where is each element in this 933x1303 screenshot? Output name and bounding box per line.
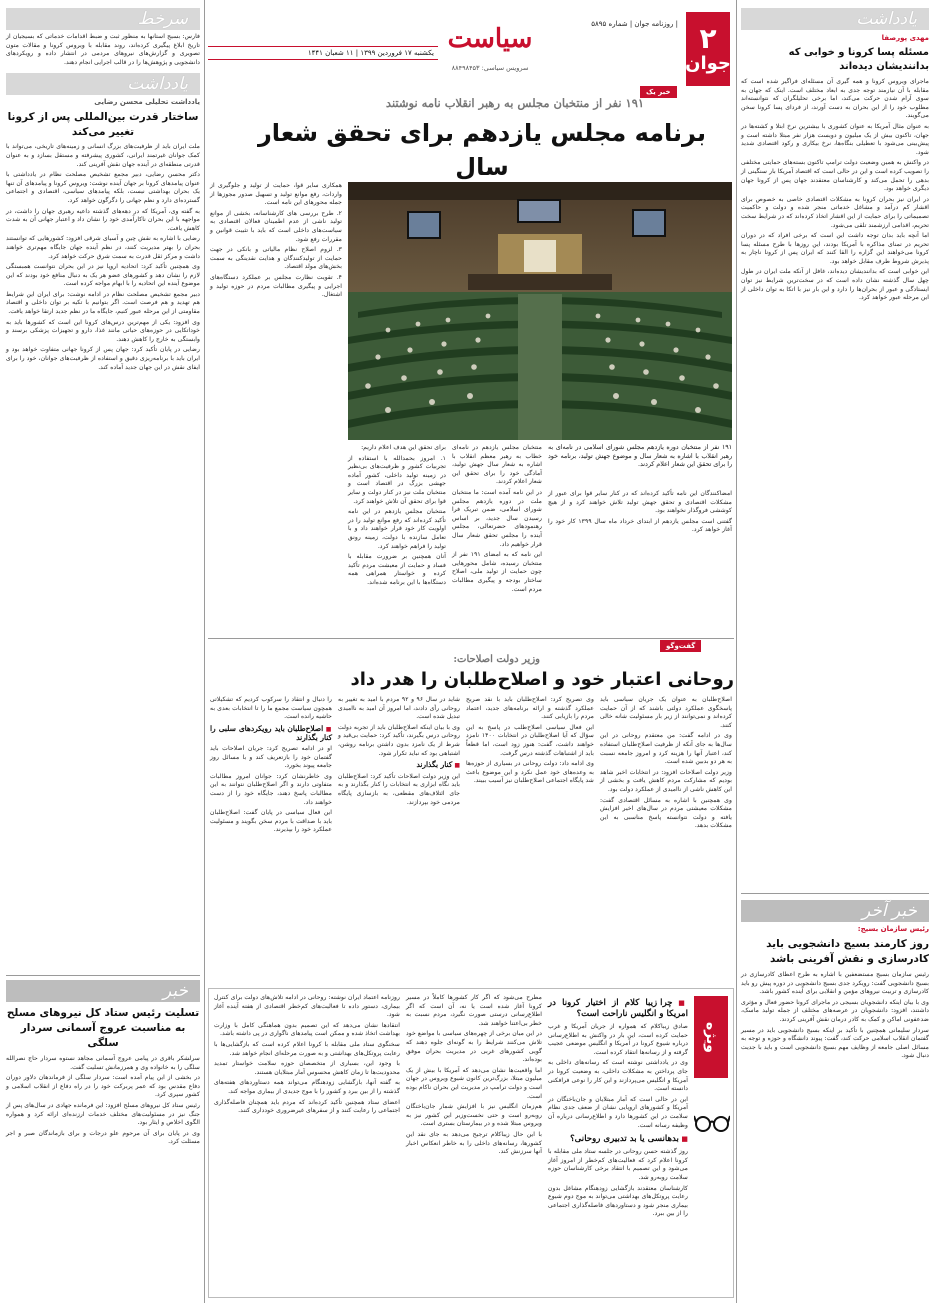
paragraph: ۴. تقویت نظارت مجلس بر عملکرد دستگاه‌های اجرایی و پیگیری مطالبات مردم در حوزه تولید و اشتغال.	[210, 273, 342, 299]
paragraph: صادق زیباکلام که همواره از جریان آمریکا و غرب حمایت کرده است، این بار در واکنش به اطلاع‌رسانی درباره شیوع کرونا در آمریکا و انگلیس موضعی عجیب گرفته و از رسانه‌ها انتقاد کرده است.	[548, 1023, 688, 1056]
paragraph: این وزیر دولت اصلاحات تأکید کرد: اصلاح‌طلبان باید نگاه ابزاری به انتخابات را کنار بگذارند و به جای ائتلاف‌های مقطعی، به بازسازی پایگاه مردمی خود بپردازند.	[338, 772, 460, 806]
page-number: ۲	[699, 22, 717, 55]
issue-date: یکشنبه ۱۷ فروردین ۱۳۹۹ | ۱۱ شعبان ۱۴۴۱	[307, 49, 434, 57]
paragraph: آنان همچنین بر ضرورت مقابله با فساد و حمایت از معیشت مردم تأکید کرده و خواستار همراهی همه دستگاه‌ها با این برنامه شده‌اند.	[348, 553, 446, 586]
date-line	[208, 46, 438, 60]
glasses-icon	[694, 1110, 730, 1136]
paragraph: این خوابی است که بدانندیشان دیده‌اند، غافل از آنکه ملت ایران در طول چهل سال گذشته نشان داده است که در سخت‌ترین شرایط نیز توان ایستادگی و عبور از بحران‌ها را دارد و این بار نیز با اتکا به توان داخلی از این مرحله عبور خواهد کرد.	[741, 268, 929, 302]
rouhani-col-1	[600, 696, 732, 833]
paragraph: همکاری سایر قوا، حمایت از تولید و جلوگیری از واردات، رفع موانع تولید و تسهیل صدور مجوزها از جمله محورهای این نامه است.	[210, 182, 342, 207]
rouhani-col-4	[210, 696, 332, 837]
photo-caption: ۱۹۱ نفر از منتخبان دوره یازدهم مجلس شورای اسلامی در نامه‌ای به رهبر انقلاب با اشاره به شعار سال و موضوع جهش تولید، برنامه خود را برای تحقق این شعار اعلام کردند.	[548, 444, 732, 469]
paragraph: او در ادامه تصریح کرد: جریان اصلاحات باید گفتمان خود را بازتعریف کند و با مسائل روز جامعه پیوند بخورد.	[210, 744, 332, 770]
paragraph: وی با بیان اینکه دانشجویان بسیجی در ماجرای کرونا حضور فعال و مؤثری داشتند، افزود: دانشجویان در عرصه‌های مختلف از جمله تولید ماسک، ضدعفونی اماکن و کمک به کادر درمان نقش آفرینی کردند.	[741, 998, 929, 1023]
left-note-title: ساختار قدرت بین‌المللی پس از کرونا تغییر می‌کند	[7, 111, 199, 139]
main-tag: خبر یک	[640, 86, 677, 98]
paragraph: ۳. لزوم اصلاح نظام مالیاتی و بانکی در جهت حمایت از تولیدکنندگان و هدایت نقدینگی به سمت بخش‌های مولد اقتصاد.	[210, 246, 342, 271]
paragraph: وی ادامه داد: دولت روحانی در بسیاری از حوزه‌ها به وعده‌های خود عمل نکرد و این موضوع باعث شد پایگاه اجتماعی اصلاح‌طلبان نیز آسیب ببیند.	[466, 760, 594, 785]
paragraph: وی تصریح کرد: اصلاح‌طلبان باید با نقد صریح عملکرد گذشته و ارائه برنامه‌های جدید، اعتماد مردم را بازیابی کنند.	[466, 696, 594, 721]
right-column	[741, 0, 929, 305]
paragraph: وی همچنین تأکید کرد: اتحادیه اروپا نیز در این بحران نتوانست همبستگی لازم را نشان دهد و کشورهای عضو هر یک به دنبال منافع خود بودند که این موضوع آینده این اتحادیه را با ابهام مواجه کرده است.	[6, 263, 200, 288]
paragraph: در بخشی از این پیام آمده است: سردار سلگی از فرماندهان دلاور دوران دفاع مقدس بود که عمر پربرکت خود را در راه دفاع از انقلاب اسلامی و کشور سپری کرد.	[6, 1074, 200, 1099]
left-bottom-ribbon: خبر	[6, 980, 200, 1002]
paragraph: به گفته آنها، بازگشایی زودهنگام می‌تواند همه دستاوردهای هفته‌های گذشته را از بین ببرد و کشور را با موج جدیدی از بیماری مواجه کند.	[214, 1079, 400, 1095]
right-bottom-title: روز کارمند بسیج دانشجویی باید کادرسازی و نقش آفرینی باشد	[766, 938, 929, 965]
section-title: سیاست	[447, 24, 533, 54]
story-rule	[208, 638, 734, 639]
paragraph: اما آنچه باید بدان توجه داشت این است که برخی افراد که در دوران تحریم در تمنای مذاکره با آمریکا بودند، این روزها با طرح مسئله پسا کرونا می‌خواهند این گزاره را القا کنند که ایران پس از کرونا ناچار به پذیرش شروط طرف مقابل خواهد بود.	[741, 232, 929, 265]
column-divider-left	[204, 0, 205, 1303]
paragraph: وی در یادداشتی نوشته است که رسانه‌های داخلی به جای پرداختن به مشکلات داخلی، به وضعیت کرونا در آمریکا و انگلیس می‌پردازند و این کار را نوعی فرافکنی دانسته است.	[548, 1059, 688, 1093]
paragraph: دکتر محسن رضایی، دبیر مجمع تشخیص مصلحت نظام در یادداشتی با عنوان پیامدهای کرونا بر جهان آینده نوشت: ویروس کرونا و پیامدهای آن تنها یک بحران بهداشتی نیست، بلکه پیامدهای سیاسی، اقتصادی و اجتماعی گسترده‌ای دارد و نظم جهانی را دگرگون خواهد کرد.	[6, 171, 200, 204]
paragraph: به گفته وی، آمریکا که در دهه‌های گذشته داعیه رهبری جهان را داشت، در مواجهه با این بحران ناکارآمدی خود را نشان داد و اعتبار جهانی آن به شدت کاهش یافت.	[6, 207, 200, 232]
paragraph: وی خاطرنشان کرد: جوانان امروز مطالبات متفاوتی دارند و اگر اصلاح‌طلبان نتوانند به این مطالبات پاسخ دهند، جایگاه خود را از دست خواهند داد.	[210, 772, 332, 806]
paragraph: وی با بیان اینکه اصلاح‌طلبان باید از تجربه دولت روحانی درس بگیرند، تأکید کرد: حمایت بی‌قید و شرط از یک نامزد بدون داشتن برنامه روشن، اشتباهی بود که نباید تکرار شود.	[338, 723, 460, 757]
main-kicker: ۱۹۱ نفر از منتخبان مجلس به رهبر انقلاب نامه نوشتند	[385, 96, 645, 110]
special-label: ویژه	[694, 996, 728, 1078]
left-bottom-body	[6, 1055, 200, 1147]
left-bottom-title: تسلیت رئیس ستاد کل نیروهای مسلح به مناسبت عروج آسمانی سردار سلگی	[6, 1007, 200, 1049]
paragraph: این فعال سیاسی در پایان گفت: اصلاح‌طلبان باید با صداقت با مردم سخن بگویند و مسئولیت عملکرد خود را بپذیرند.	[210, 809, 332, 834]
left-column-rule	[6, 975, 200, 976]
column-divider-right	[736, 0, 737, 1303]
right-bottom-news	[741, 900, 929, 1063]
right-bottom-body	[741, 971, 929, 1061]
right-note-author: مهدی پورصفا	[881, 34, 929, 42]
special-left	[214, 994, 400, 1118]
special-q1-title: ■ چرا زیبا کلام از اختیار کرونا در امریکا و انگلیس ناراحت است؟	[548, 997, 688, 1020]
main-right-text	[452, 444, 542, 596]
right-bottom-kicker: رئیس سازمان بسیج:	[857, 925, 929, 933]
paragraph: ماجرای ویروس کرونا و همه گیری آن مسئله‌ای فراگیر شده است که مقابله با آن نیازمند توجه جدی به ابعاد مختلف است. اینک که جهان به سوی آرام شدن حرکت می‌کند، اما برخی تحلیلگران که نتوانسته‌اند مطلوب خود را از این بحران به دست آورند، از فردای پسا کرونا سخن می‌گویند.	[741, 78, 929, 120]
paragraph: وی همچنین با اشاره به مسائل اقتصادی گفت: مشکلات معیشتی مردم در سال‌های اخیر افزایش یافته و دولت نتوانسته پاسخ مناسبی به این مشکلات بدهد.	[600, 796, 732, 830]
rouhani-kicker: وزیر دولت اصلاحات:	[453, 654, 540, 665]
logo-text: جوان	[685, 53, 731, 74]
paragraph: با این حال زیباکلام ترجیح می‌دهد به جای نقد این کشورها، رسانه‌های داخلی را به خاطر انعکاس اخبار آنها سرزنش کند.	[406, 1130, 542, 1156]
paragraph: اعضای ستاد همچنین تأکید کرده‌اند که مردم باید همچنان فاصله‌گذاری اجتماعی را رعایت کنند و از سفرهای غیرضروری خودداری کنند.	[214, 1098, 400, 1115]
paragraph: امضاکنندگان این نامه تأکید کرده‌اند که در کنار سایر قوا برای عبور از مشکلات اقتصادی و تحقق جهش تولید تلاش خواهند کرد و از هیچ کوششی فروگذار نخواهند بود.	[548, 490, 732, 515]
paragraph: را دنبال و انتقاد را سرکوب کردیم که تشکیلاتی همچون سیاست مجمع ما را تا انتخابات بعدی به حاشیه رانده است.	[210, 696, 332, 721]
paragraph: منتخبان مجلس یازدهم در نامه‌ای خطاب به رهبر معظم انقلاب با اشاره به شعار سال جهش تولید، آمادگی خود را برای تحقق این شعار اعلام کردند.	[452, 444, 542, 486]
left-ribbon: یادداشت	[6, 73, 200, 95]
right-bottom-ribbon: خبر آخر	[741, 900, 929, 922]
interview-tag: گفت‌وگو	[660, 640, 701, 652]
main-headline: برنامه مجلس یازدهم برای تحقق شعار سال	[257, 119, 706, 181]
paragraph: ملت ایران باید از ظرفیت‌های بزرگ انسانی و زمینه‌های تاریخی، می‌تواند با کمک جوانان غیرتمند ایرانی، کشوری پیشرفته و مستقل بسازد و به عنوان قدرتی منطقه‌ای در آینده جهان نقش آفرینی کند.	[6, 143, 200, 168]
paragraph: دبیر مجمع تشخیص مصلحت نظام در ادامه نوشت: برای ایران این شرایط هم تهدید و هم فرصت است. اگر بتوانیم با تکیه بر توان داخلی و اقتصاد مقاومتی از این مرحله عبور کنیم، جایگاه ما در نظم جدید ارتقا خواهد یافت.	[6, 290, 200, 316]
paragraph: کارشناسان معتقدند بازگشایی زودهنگام مشاغل بدون رعایت پروتکل‌های بهداشتی می‌تواند به موج دوم شیوع بیماری منجر شود و دستاوردهای فاصله‌گذاری اجتماعی را از بین ببرد.	[548, 1184, 688, 1218]
paragraph: در ایران نیز بحران کرونا به مشکلات اقتصادی خاصی به خصوص برای اقشار کم درآمد و مشاغل خدماتی منجر شده و دولت و حاکمیت تصمیماتی را برای حمایت از این اقشار اتخاذ کرده‌اند که در شرایط سخت تحریم، اقدامی ارزشمند تلقی می‌شود.	[741, 195, 929, 229]
paragraph: شاید در سال ۹۶ و ۹۲ مردم با امید به تغییر به روحانی رأی دادند، اما امروز آن امید به ناامیدی تبدیل شده است.	[338, 696, 461, 721]
paragraph: برای تحقق این هدف اعلام داریم:	[361, 444, 446, 451]
section-phone: سرویس سیاسی: ۸۸۴۹۸۴۵۳	[451, 64, 529, 72]
parliament-photo	[348, 182, 732, 440]
paragraph: ۲. طرح بررسی های کارشناسانه، بخشی از موانع تولید ناشی از عدم اطمینان فعالان اقتصادی به سیاست‌های داخلی است که باید با تثبیت قوانین و مقررات رفع شود.	[210, 209, 342, 243]
right-note-title: مسئله پسا کرونا و خوابی که بدانندیشان دیده‌اند	[788, 47, 929, 72]
left-top-text: فارس: بسیج استانها به منظور ثبت و ضبط اقدامات خدماتی که بسیجیان از تاریخ ابلاغ پیگیری کرده‌اند، روند مقابله با ویروس کرونا و مقالات متون تصویری و گزارش‌های نیروهای مردمی در انتشار داده و رویکردهای دانشجویی و پژوهش‌ها را در قالب اجرایی انجام دهند.	[6, 33, 200, 66]
paragraph: ۱. امروز بحمدالله با استفاده از تجربیات کشور و ظرفیت‌های بی‌نظیر در زمینه تولید داخلی، کشور آماده جهشی بزرگ در اقتصاد است و منتخبان ملت نیز در کنار دولت و سایر قوا برای تحقق آن تلاش خواهند کرد.	[348, 454, 446, 505]
paragraph: این نامه که به امضای ۱۹۱ نفر از منتخبان رسیده، شامل محورهایی چون حمایت از تولید ملی، اصلاح ساختار بودجه و پیگیری مطالبات مردم است.	[452, 551, 542, 593]
paragraph: رضایی با اشاره به نقش چین و آسیای شرقی افزود: کشورهایی که توانستند بحران را بهتر مدیریت کنند، در نظم آینده جهان جایگاه مهم‌تری خواهند داشت و مرکز ثقل قدرت به سمت شرق حرکت خواهد کرد.	[6, 235, 200, 260]
special-q2-title: ■ بدهانسی یا بد تدبیری روحانی؟	[548, 1133, 688, 1145]
paper-number: | روزنامه جوان | شماره ۵۸۹۵	[591, 20, 678, 28]
paragraph: در این میان برخی از چهره‌های سیاسی با مواضع خود تلاش می‌کنند شرایط را به گونه‌ای جلوه دهند که گویی کشورهای غربی در مدیریت بحران موفق بوده‌اند.	[406, 1030, 542, 1064]
paragraph: وی در ادامه گفت: من معتقدم روحانی در این سال‌ها به جای آنکه از ظرفیت اصلاح‌طلبان استفاده کند، اعتبار آنها را هزینه کرد و امروز جامعه نسبت به هر دو بدبین شده است.	[600, 732, 732, 766]
paragraph: سرلشکر باقری در پیامی عروج آسمانی مجاهد نستوه سردار حاج نصرالله سلگی را به خانواده وی و همرزمانش تسلیت گفت.	[6, 1055, 200, 1071]
jawan-logo	[686, 12, 730, 86]
main-right-text-2	[548, 490, 732, 537]
paragraph: با وجود این، بسیاری از متخصصان حوزه سلامت خواستار تمدید محدودیت‌ها تا زمان کاهش محسوس آمار مبتلایان هستند.	[214, 1060, 400, 1076]
right-ribbon: یادداشت	[741, 8, 929, 30]
paragraph: وی در پایان برای آن مرحوم علو درجات و برای بازماندگان صبر و اجر مسئلت کرد.	[6, 1129, 200, 1146]
paragraph: این در حالی است که آمار مبتلایان و جان‌باختگان در آمریکا و کشورهای اروپایی نشان از ضعف جدی نظام سلامت در این کشورها دارد و اطلاع‌رسانی درباره آن وظیفه رسانه است.	[548, 1095, 688, 1129]
paragraph: در این نامه آمده است: ما منتخبان ملت در دوره یازدهم مجلس شورای اسلامی، ضمن تبریک فرا رسیدن سال جدید، بر اساس رهنمودهای حضرتعالی، مجلس آینده را مجلس تحقق شعار سال قرار خواهیم داد.	[452, 488, 542, 548]
left-bottom-news	[6, 980, 200, 1149]
paragraph: اما واقعیت‌ها نشان می‌دهد که آمریکا با بیش از یک میلیون مبتلا، بزرگ‌ترین کانون شیوع ویروس در جهان است و دولت ترامپ در مدیریت این بحران ناکام بوده است.	[406, 1066, 542, 1100]
main-left-text	[210, 182, 342, 302]
right-note-body	[741, 78, 929, 303]
rouhani-subheading-2: ■ اصلاح‌طلبان باید رویکردهای سلبی را کنار بگذارند	[210, 725, 332, 743]
right-column-rule	[741, 893, 929, 894]
paragraph: روزنامه اعتماد ایران نوشته: روحانی در ادامه تلاش‌های دولت برای کنترل بیماری، دستور داده تا فعالیت‌های کم‌خطر اقتصادی از هفته آینده آغاز شود.	[214, 994, 400, 1019]
left-column	[6, 0, 200, 374]
rouhani-col-2	[466, 696, 594, 788]
paragraph: انتقادها نشان می‌دهد که این تصمیم بدون هماهنگی کامل با وزارت بهداشت اتخاذ شده و ممکن است پیامدهای ناگواری در پی داشته باشد.	[214, 1021, 400, 1038]
paragraph: این فعال سیاسی اصلاح‌طلب در پاسخ به این سؤال که آیا اصلاح‌طلبان در انتخابات ۱۴۰۰ نامزد خواهند داشت، گفت: هنوز زود است، اما قطعاً باید از اشتباهات گذشته درس گرفت.	[466, 723, 594, 757]
paragraph: مطرح می‌شود که اگر کار کشورها کاملاً در مسیر کرونا آغاز شده است یا نه، آن است که اگر اطلاع‌رسانی درستی صورت نگیرد، مردم نسبت به خطر بی‌اعتنا خواهند شد.	[406, 994, 542, 1027]
left-note-kicker: یادداشت تحلیلی محسن رضایی	[94, 98, 200, 107]
paragraph: در واکنش به همین وضعیت دولت ترامپ تاکنون بسته‌های حمایتی مختلفی را تصویب کرده است و این در حالی است که اقتصاد آمریکا بار سنگینی از بدهی را تحمل می‌کند و کارشناسان معتقدند جهان پس از کرونا جهان دیگری خواهد بود.	[741, 159, 929, 193]
rouhani-subheading: ■ کنار بگذارند	[338, 761, 460, 771]
rouhani-headline: روحانی اعتبار خود و اصلاح‌طلبان را هدر داد	[350, 669, 734, 690]
paragraph: وی افزود: یکی از مهم‌ترین درس‌های کرونا این است که کشورها باید به خوداتکایی در حوزه‌های حیاتی مانند غذا، دارو و تجهیزات پزشکی برسند و وابستگی به خارج را کاهش دهند.	[6, 318, 200, 343]
rouhani-col-3	[338, 696, 460, 809]
special-q1	[548, 994, 688, 1221]
left-top-ribbon: سرخط	[6, 8, 200, 30]
paragraph: گفتنی است مجلس یازدهم از ابتدای خرداد ماه سال ۱۳۹۹ کار خود را آغاز خواهد کرد.	[548, 517, 732, 534]
paragraph: روز گذشته حسن روحانی در جلسه ستاد ملی مقابله با کرونا اعلام کرد که فعالیت‌های کم‌خطر از امروز آغاز می‌شود و این تصمیم با انتقاد برخی کارشناسان حوزه سلامت روبه‌رو شد.	[548, 1148, 688, 1181]
paragraph: رضایی در پایان تأکید کرد: جهان پس از کرونا جهانی متفاوت خواهد بود و ایران باید با برنامه‌ریزی دقیق و استفاده از ظرفیت‌های جوانان، خود را برای ایفای نقش در این جهان جدید آماده کند.	[6, 346, 200, 371]
paragraph: هم‌زمان انگلیس نیز با افزایش شمار جان‌باختگان روبه‌رو است و حتی نخست‌وزیر این کشور نیز به ویروس مبتلا شده و در بیمارستان بستری است.	[406, 1103, 542, 1128]
paragraph: سردار سلیمانی همچنین با تأکید بر اینکه بسیج دانشجویی باید در مسیر گفتمان انقلاب اسلامی حرکت کند، گفت: پیوند دانشگاه و حوزه و توجه به مسائل اصلی جامعه از وظایف مهم بسیج دانشجویی است و باید با جدیت دنبال شود.	[741, 1026, 929, 1060]
paragraph: منتخبان مجلس یازدهم در این نامه تأکید کرده‌اند که رفع موانع تولید را در اولویت کار خود قرار خواهند داد و با تعامل سازنده با دولت، زمینه رونق تولید را فراهم خواهند کرد.	[348, 508, 446, 550]
paragraph: وزیر دولت اصلاحات افزود: در انتخابات اخیر شاهد بودیم که مشارکت مردم کاهش یافت و بخشی از این کاهش ناشی از ناامیدی از عملکرد دولت بود.	[600, 768, 732, 793]
paragraph: رئیس ستاد کل نیروهای مسلح افزود: این فرمانده جهادی در سال‌های پس از جنگ نیز در مسئولیت‌های مختلف خدمات ارزنده‌ای ارائه کرد و همواره الگوی اخلاص و ایثار بود.	[6, 1101, 200, 1127]
paragraph: اصلاح‌طلبان به عنوان یک جریان سیاسی باید پاسخگوی عملکرد دولتی باشند که از آن حمایت کرده‌اند و نمی‌توانند از زیر بار مسئولیت شانه خالی کنند.	[600, 696, 732, 729]
main-mid-text	[348, 444, 446, 590]
paragraph: رئیس سازمان بسیج مستضعفین با اشاره به طرح اعطای کادرسازی در بسیج دانشجویی گفت: رویکرد جدی بسیج دانشجویی در دوره پیش رو باید کادرسازی و تربیت نیروهای مؤمن و انقلابی برای آینده کشور باشد.	[741, 971, 929, 996]
left-note-body	[6, 143, 200, 372]
special-mid	[406, 994, 542, 1159]
parliament-hall-image	[348, 182, 732, 440]
paragraph: سخنگوی ستاد ملی مقابله با کرونا اعلام کرده است که بازگشایی‌ها با رعایت پروتکل‌های بهداشتی و به صورت مرحله‌ای انجام خواهد شد.	[214, 1040, 400, 1057]
paragraph: به عنوان مثال آمریکا به عنوان کشوری با بیشترین نرخ ابتلا و کشته‌ها در جهان، تاکنون بیش از یک میلیون و دویست هزار نفر مبتلا داشته است و پیش‌بینی می‌شود با تعطیلی بنگاه‌ها، نرخ بیکاری و رکود اقتصادی شدید شود.	[741, 122, 929, 156]
